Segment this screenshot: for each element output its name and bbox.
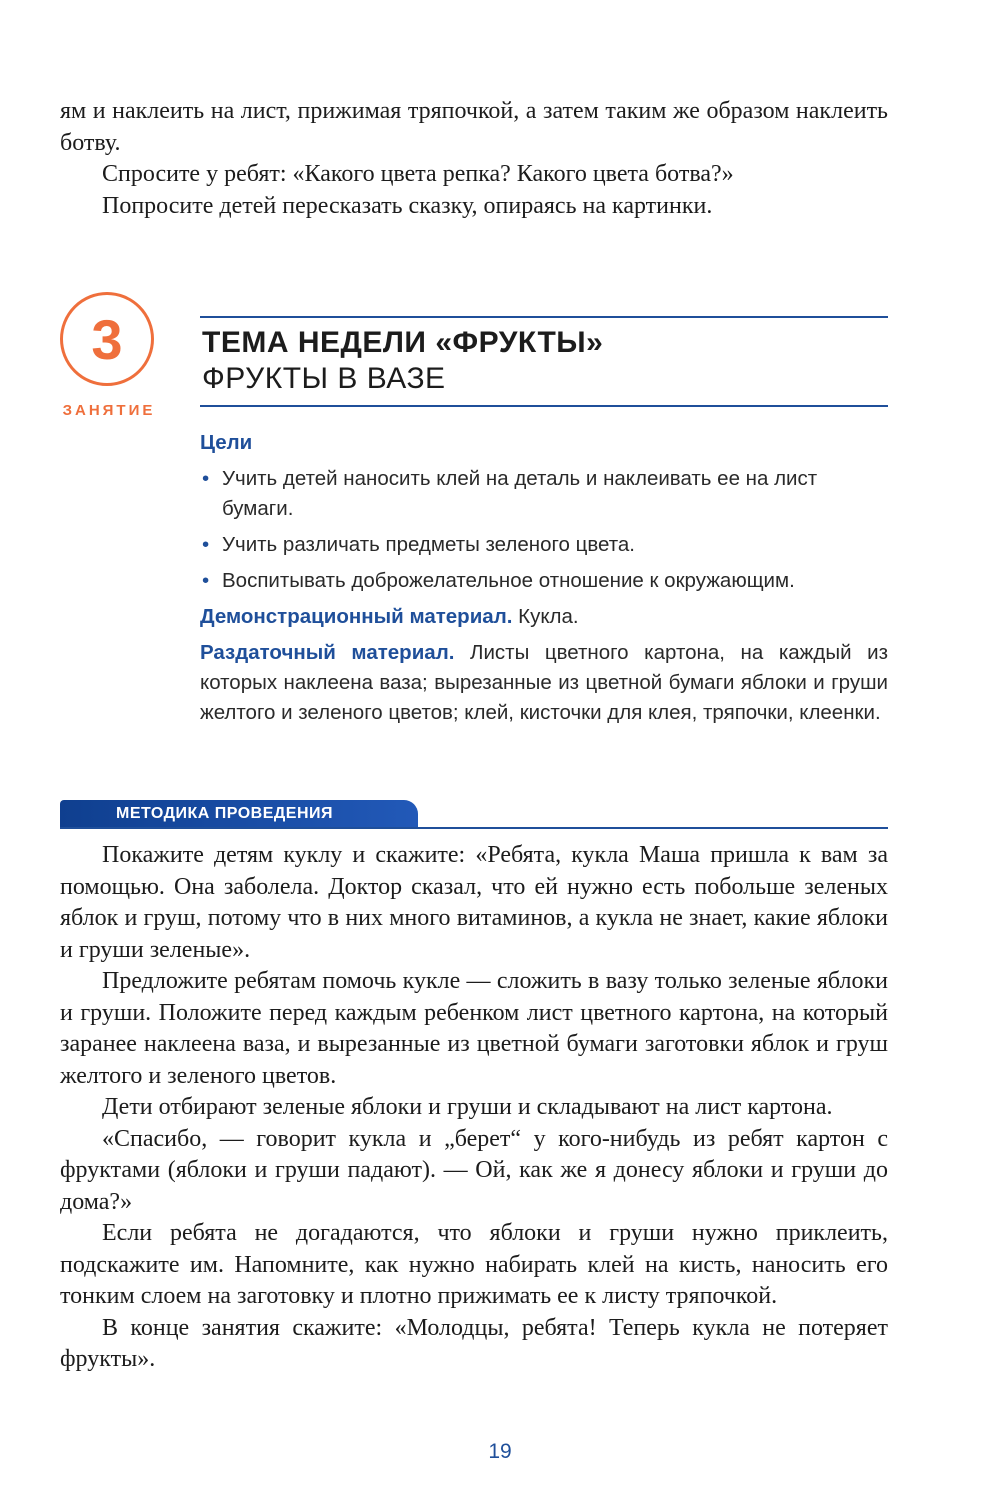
title-rule-bottom bbox=[200, 405, 888, 407]
method-text bbox=[60, 840, 888, 1376]
handout-material-label: Раздаточный материал. bbox=[200, 641, 455, 664]
lesson-theme: ТЕМА НЕДЕЛИ «ФРУКТЫ» bbox=[202, 326, 604, 359]
goal-item bbox=[200, 530, 888, 560]
bullet-icon: • bbox=[202, 467, 210, 490]
goals-heading: Цели bbox=[200, 431, 253, 454]
method-paragraph: В конце занятия скажите: «Молодцы, ребята! Теперь кукла не потеряет фрукты». bbox=[60, 1314, 888, 1372]
intro-paragraph: Спросите у ребят: «Какого цвета репка? Какого цвета ботва?» bbox=[102, 161, 734, 187]
lesson-number: 3 bbox=[91, 307, 123, 371]
goal-item bbox=[200, 464, 888, 524]
goals-section bbox=[200, 428, 888, 734]
lesson-subtitle: ФРУКТЫ В ВАЗЕ bbox=[202, 362, 446, 395]
demo-material-text: Кукла. bbox=[512, 605, 579, 628]
method-paragraph: «Спасибо, — говорит кукла и „берет“ у кого-нибудь из ребят картон с фруктами (яблоки и груши падают). — Ой, как же я донесу яблоки и груши до дома?» bbox=[60, 1125, 888, 1215]
title-rule-top bbox=[200, 316, 888, 318]
method-heading: МЕТОДИКА ПРОВЕДЕНИЯ bbox=[60, 800, 418, 828]
method-paragraph: Дети отбирают зеленые яблоки и груши и складывают на лист картона. bbox=[102, 1094, 833, 1120]
lesson-number-badge bbox=[60, 292, 154, 386]
demo-material bbox=[200, 602, 888, 632]
bullet-icon: • bbox=[202, 533, 210, 556]
goal-text: Воспитывать доброжелательное отношение к окружающим. bbox=[222, 569, 795, 592]
handout-material-text: Листы цветного картона, на каждый из которых наклеена ваза; вырезанные из цветной бумаги яблоки и груши желтого и зеленого цветов; клей, кисточки для клея, тряпочки, клеенки. bbox=[200, 641, 888, 724]
bullet-icon: • bbox=[202, 569, 210, 592]
goal-text: Учить различать предметы зеленого цвета. bbox=[222, 533, 635, 556]
demo-material-label: Демонстрационный материал. bbox=[200, 605, 513, 628]
page-number: 19 bbox=[488, 1440, 512, 1463]
intro-paragraph: ям и наклеить на лист, прижимая тряпочкой, а затем таким же образом наклеить ботву. bbox=[60, 98, 888, 156]
method-paragraph: Покажите детям куклу и скажите: «Ребята, кукла Маша пришла к вам за помощью. Она заболела. Доктор сказал, что ей нужно есть побольше зеленых яблок и груш, потому что в них много витаминов, а кукла не знает, какие яблоки и груши зеленые». bbox=[60, 842, 888, 963]
method-paragraph: Если ребята не догадаются, что яблоки и груши нужно приклеить, подскажите им. Напомните, как нужно набирать клей на кисть, наносить его тонким слоем на заготовку и плотно прижимать ее к листу тряпочкой. bbox=[60, 1220, 888, 1309]
method-paragraph: Предложите ребятам помочь кукле — сложить в вазу только зеленые яблоки и груши. Положите перед каждым ребенком лист цветного картона, на который заранее наклеена ваза, и вырезанные из цветной бумаги заготовки яблок и груш желтого и зеленого цветов. bbox=[60, 968, 888, 1089]
intro-text bbox=[60, 96, 888, 222]
method-rule bbox=[60, 827, 888, 829]
intro-paragraph: Попросите детей пересказать сказку, опираясь на картинки. bbox=[102, 192, 713, 219]
goal-item bbox=[200, 566, 888, 596]
goal-text: Учить детей наносить клей на деталь и наклеивать ее на лист бумаги. bbox=[222, 467, 818, 520]
handout-material bbox=[200, 638, 888, 728]
lesson-label: ЗАНЯТИЕ bbox=[62, 402, 156, 419]
